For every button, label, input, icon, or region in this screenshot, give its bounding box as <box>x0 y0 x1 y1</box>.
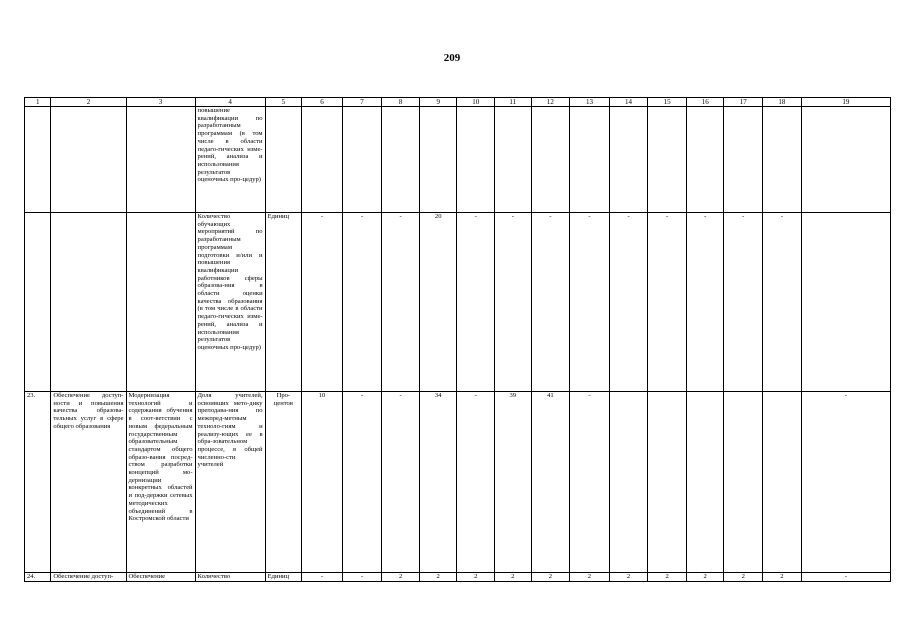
value-cell: - <box>531 213 570 392</box>
task-cell: Обеспечение доступ-ности и повышения качества образова-тельных услуг в сфере общего образования <box>51 392 126 573</box>
measure-cell <box>126 107 195 213</box>
value-cell: 39 <box>495 392 532 573</box>
value-cell: - <box>302 213 343 392</box>
value-cell: - <box>342 573 382 582</box>
value-cell <box>609 392 648 573</box>
value-cell: 2 <box>609 573 648 582</box>
row-number-cell <box>25 107 51 213</box>
value-cell <box>302 107 343 213</box>
column-header: 5 <box>265 98 302 107</box>
column-header: 6 <box>302 98 343 107</box>
row-number-cell: 24. <box>25 573 51 582</box>
page-number: 209 <box>443 52 461 64</box>
value-cell: - <box>382 213 420 392</box>
task-cell <box>51 213 126 392</box>
value-cell: - <box>686 213 724 392</box>
value-cell: - <box>570 392 610 573</box>
note-cell: - <box>801 392 890 573</box>
column-header: 17 <box>724 98 763 107</box>
column-header: 15 <box>648 98 687 107</box>
value-cell: 2 <box>382 573 420 582</box>
value-cell: 20 <box>419 213 457 392</box>
column-header: 10 <box>457 98 495 107</box>
value-cell: 2 <box>570 573 610 582</box>
column-header: 7 <box>342 98 382 107</box>
column-header: 11 <box>495 98 532 107</box>
unit-cell: Единиц <box>265 573 302 582</box>
value-cell <box>724 107 763 213</box>
value-cell: 2 <box>648 573 687 582</box>
note-cell <box>801 107 890 213</box>
value-cell: 2 <box>495 573 532 582</box>
value-cell <box>648 392 687 573</box>
column-header: 12 <box>531 98 570 107</box>
value-cell: 2 <box>724 573 763 582</box>
column-header: 16 <box>686 98 724 107</box>
value-cell: - <box>342 213 382 392</box>
column-header: 2 <box>51 98 126 107</box>
measure-cell <box>126 213 195 392</box>
value-cell: 41 <box>531 392 570 573</box>
value-cell: - <box>457 392 495 573</box>
header-row <box>25 98 891 107</box>
value-cell: 34 <box>419 392 457 573</box>
value-cell: - <box>609 213 648 392</box>
indicator-cell: Количество обучающих мероприятий по разработанным программам подготовки и/или и повышения квалификации работников сферы образова-ния в области оценки качества образования (в том числе в области педаго-гических изме-рений, анализа и использования результатов оценочных про-цедур) <box>195 213 265 392</box>
value-cell: - <box>382 392 420 573</box>
table-row <box>25 107 891 213</box>
value-cell: - <box>570 213 610 392</box>
value-cell <box>495 107 532 213</box>
value-cell: 2 <box>531 573 570 582</box>
value-cell <box>382 107 420 213</box>
column-header: 9 <box>419 98 457 107</box>
column-header: 14 <box>609 98 648 107</box>
value-cell <box>570 107 610 213</box>
value-cell <box>457 107 495 213</box>
indicator-cell: повышение квалификации по разработанным программам (в том числе в области педаго-гических изме-рений, анализа и использования результатов оценочных про-цедур) <box>195 107 265 213</box>
value-cell: - <box>342 392 382 573</box>
value-cell <box>724 392 763 573</box>
value-cell <box>763 392 802 573</box>
indicator-cell: Количество <box>195 573 265 582</box>
column-header: 8 <box>382 98 420 107</box>
column-header: 3 <box>126 98 195 107</box>
column-header: 1 <box>25 98 51 107</box>
measure-cell: Обеспечение <box>126 573 195 582</box>
value-cell: 2 <box>763 573 802 582</box>
value-cell: 10 <box>302 392 343 573</box>
unit-cell: Единиц <box>265 213 302 392</box>
value-cell: 2 <box>686 573 724 582</box>
value-cell <box>609 107 648 213</box>
value-cell: - <box>495 213 532 392</box>
column-header: 4 <box>195 98 265 107</box>
task-cell: Обеспечение доступ- <box>51 573 126 582</box>
unit-cell <box>265 107 302 213</box>
value-cell <box>342 107 382 213</box>
value-cell <box>686 107 724 213</box>
indicator-cell: Доля учителей, освоивших мето-дику преподава-ния по межпред-метным техноло-гиям и реализу-ющих ее в обра-зовательном процессе, в общей численно-сти учителей <box>195 392 265 573</box>
measure-cell: Модернизация технологий и содержания обучения в соот-ветствии с новым федеральным государственным образовательным стандартом общего образо-вания посред-ством разработки концепций мо-дернизации конкретных областей и под-держки сетевых методических объединений в Костромской области <box>126 392 195 573</box>
value-cell: 2 <box>419 573 457 582</box>
note-cell <box>801 213 890 392</box>
row-number-cell: 23. <box>25 392 51 573</box>
value-cell <box>763 107 802 213</box>
value-cell: - <box>763 213 802 392</box>
column-header: 13 <box>570 98 610 107</box>
value-cell <box>419 107 457 213</box>
value-cell: 2 <box>457 573 495 582</box>
value-cell <box>531 107 570 213</box>
value-cell <box>648 107 687 213</box>
task-cell <box>51 107 126 213</box>
table-row <box>25 213 891 392</box>
row-number-cell <box>25 213 51 392</box>
value-cell: - <box>648 213 687 392</box>
value-cell <box>686 392 724 573</box>
note-cell: - <box>801 573 890 582</box>
value-cell: - <box>457 213 495 392</box>
table-row <box>25 573 891 582</box>
value-cell: - <box>302 573 343 582</box>
table-row <box>25 392 891 573</box>
unit-cell: Про-центов <box>265 392 302 573</box>
value-cell: - <box>724 213 763 392</box>
data-table <box>24 97 891 582</box>
column-header: 19 <box>801 98 890 107</box>
column-header: 18 <box>763 98 802 107</box>
